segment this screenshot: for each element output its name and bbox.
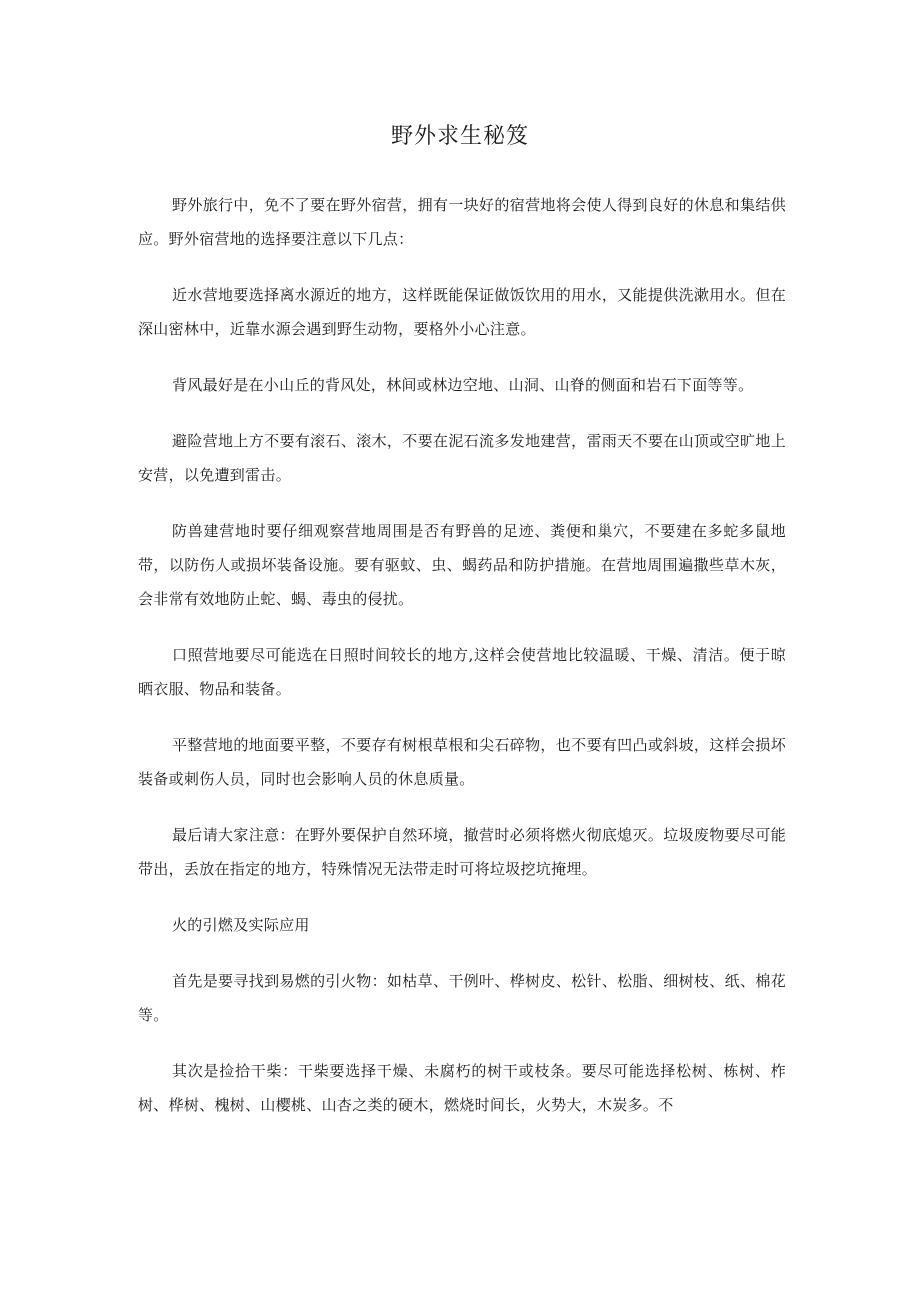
document-title: 野外求生秘笈 [390,124,529,149]
paragraph-avoid-danger: 避险营地上方不要有滚石、滚木，不要在泥石流多发地建营，雷雨天不要在山顶或空旷地上安营，以免遭到雷击。 [138,432,786,484]
paragraph-near-water: 近水营地要选择离水源近的地方，这样既能保证做饭饮用的用水，又能提供洗漱用水。但在深山密林中，近靠水源会遇到野生动物，要格外小心注意。 [138,286,786,338]
section-heading-fire: 火的引燃及实际应用 [172,916,310,934]
paragraph-firewood: 其次是捡拾干柴：干柴要选择干燥、未腐朽的树干或枝条。要尽可能选择松树、栋树、柞树、桦树、槐树、山樱桃、山杏之类的硬木，燃烧时间长，火势大，木炭多。不 [138,1062,786,1114]
paragraph-intro: 野外旅行中，免不了要在野外宿营，拥有一块好的宿营地将会使人得到良好的休息和集结供应。野外宿营地的选择要注意以下几点： [138,196,786,248]
paragraph-animal-protection: 防兽建营地时要仔细观察营地周围是否有野兽的足迹、粪便和巢穴，不要建在多蛇多鼠地带，以防伤人或损坏装备设施。要有驱蚊、虫、蝎药品和防护措施。在营地周围遍撒些草木灰，会非常有效地防止蛇、蝎、毒虫的侵扰。 [138,522,786,608]
paragraph-final-note: 最后请大家注意：在野外要保护自然环境，撤营时必须将燃火彻底熄灭。垃圾废物要尽可能带出，丢放在指定的地方，特殊情况无法带走时可将垃圾挖坑掩埋。 [138,826,786,878]
document-body [138,188,786,1144]
paragraph-tinder: 首先是要寻找到易燃的引火物：如枯草、干例叶、桦树皮、松针、松脂、细树枝、纸、棉花等。 [138,972,786,1024]
paragraph-leeward: 背风最好是在小山丘的背风处，林间或林边空地、山洞、山脊的侧面和岩石下面等等。 [172,376,754,394]
paragraph-sunlight: 口照营地要尽可能选在日照时间较长的地方,这样会使营地比较温暖、干燥、清洁。便于晾晒衣服、物品和装备。 [138,646,786,698]
paragraph-flat-ground: 平整营地的地面要平整，不要存有树根草根和尖石碎物，也不要有凹凸或斜坡，这样会损坏装备或刺伤人员，同时也会影响人员的休息质量。 [138,736,786,788]
